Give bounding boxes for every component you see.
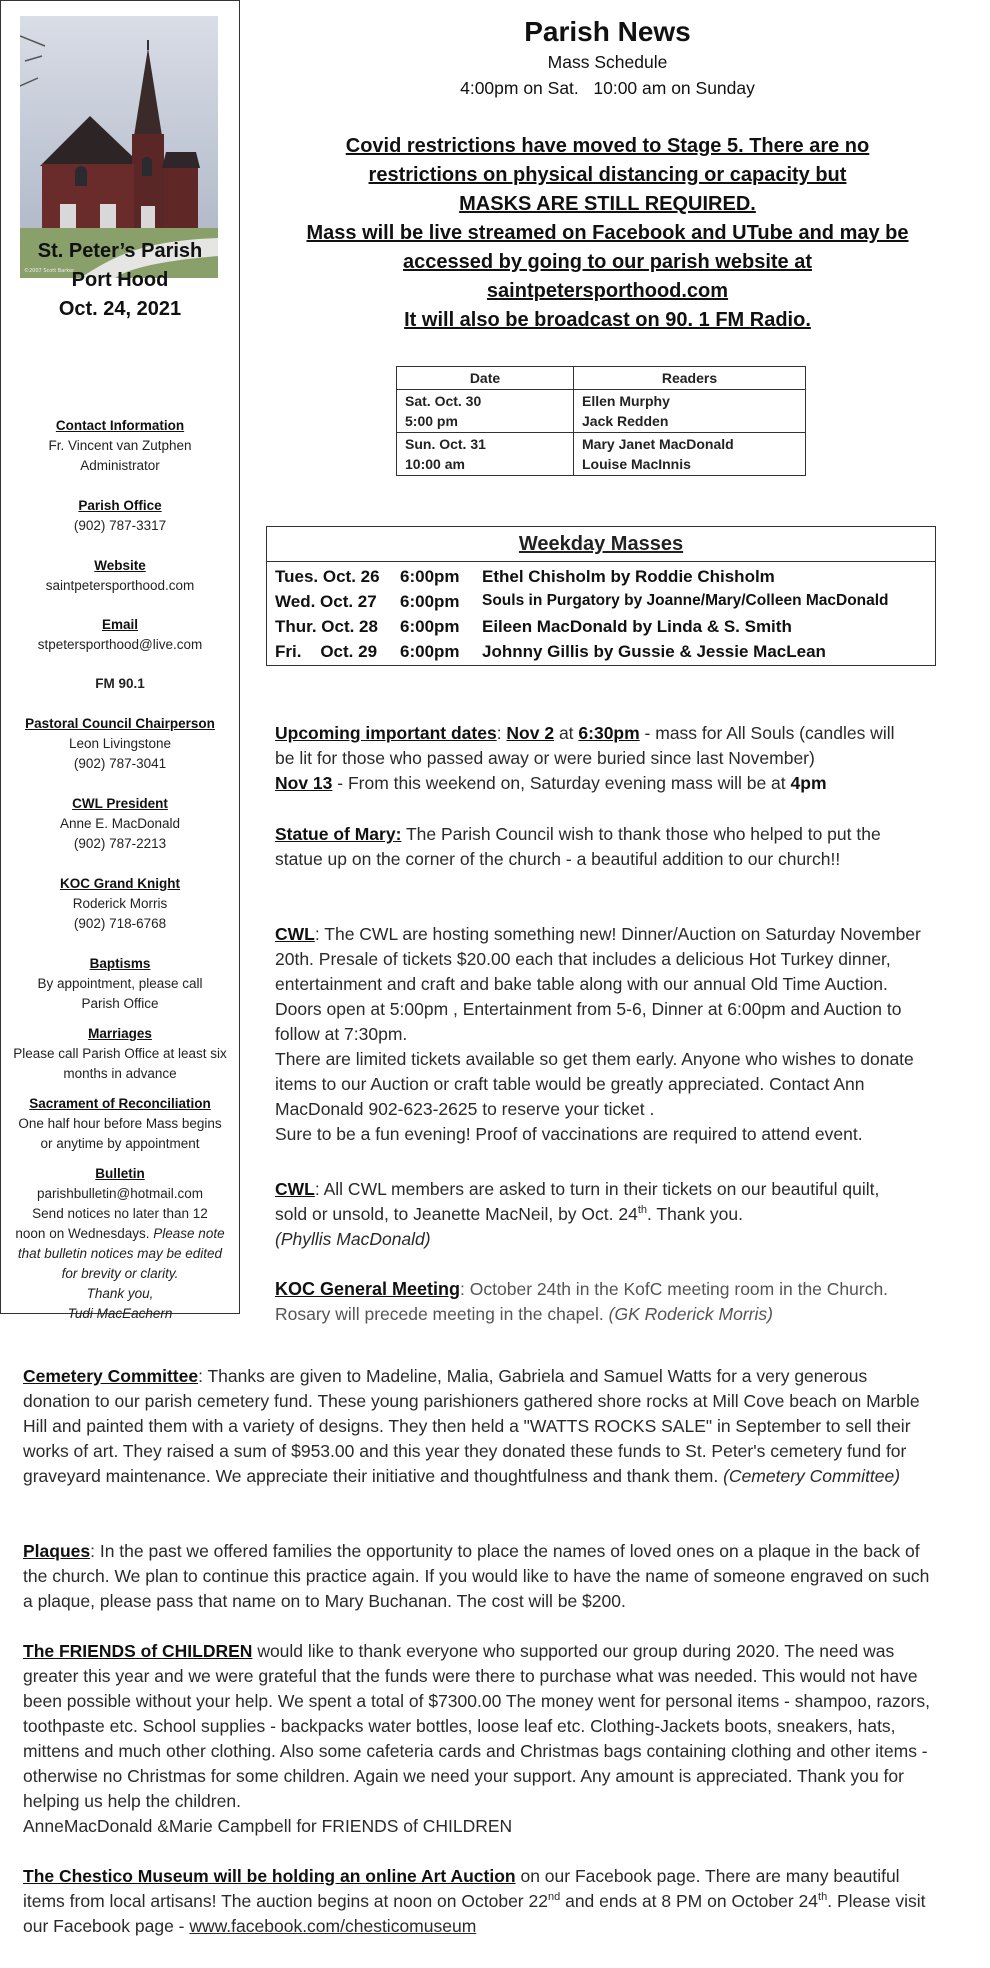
covid-line: MASKS ARE STILL REQUIRED. <box>459 193 756 215</box>
koc-meeting-notice <box>275 1277 915 1327</box>
koc-heading: KOC Grand Knight <box>60 876 180 891</box>
baptisms-heading: Baptisms <box>89 956 151 971</box>
upcoming-time-1: 6:30pm <box>578 723 640 743</box>
covid-line: restrictions on physical distancing or capacity but <box>368 164 847 186</box>
reader-date-cell <box>397 390 574 433</box>
parish-office <box>0 496 240 536</box>
mass-intention: Johnny Gillis by Gussie & Jessie MacLean <box>482 642 826 661</box>
reconciliation-line1: One half hour before Mass begins <box>18 1116 222 1131</box>
friends-heading: The FRIENDS of CHILDREN <box>23 1641 253 1661</box>
readers-cell <box>574 433 806 476</box>
weekday-masses-title <box>267 527 935 562</box>
bulletin-heading: Bulletin <box>95 1166 145 1181</box>
mass-time: 6:00pm <box>400 567 460 586</box>
cwl-quilt-heading: CWL <box>275 1179 315 1199</box>
email-block <box>0 615 240 655</box>
bulletin-email[interactable]: parishbulletin@hotmail.com <box>36 1186 204 1201</box>
table-row <box>397 390 806 433</box>
mass-schedule-times: 4:00pm on Sat. 10:00 am on Sunday <box>460 78 755 98</box>
statue-text: The Parish Council wish to thank those who helped to put the statue up on the corner of the church - a beautiful addition to our church!! <box>275 824 881 869</box>
museum-text-3: . Please visit our Facebook page - <box>23 1891 926 1936</box>
upcoming-at: at <box>554 723 579 743</box>
page-title: Parish News <box>524 16 691 47</box>
covid-website-link[interactable]: saintpetersporthood.com <box>486 280 729 302</box>
bulletin-line2 <box>0 1224 240 1244</box>
upcoming-text-2: - From this weekend on, Saturday evening mass will be at <box>332 773 791 793</box>
statue-heading: Statue of Mary: <box>275 824 402 844</box>
reconciliation-line2: or anytime by appointment <box>40 1136 200 1151</box>
bulletin-deadline: noon on Wednesdays. <box>15 1226 150 1241</box>
cemetery-signature: (Cemetery Committee) <box>723 1466 901 1486</box>
museum-text-2: and ends at 8 PM on October 24 <box>560 1891 819 1911</box>
table-header-row <box>397 367 806 390</box>
mass-intention: Souls in Purgatory by Joanne/Mary/Colleen MacDonald <box>482 592 889 609</box>
bulletin-note-line2: for brevity or clarity. <box>61 1266 179 1281</box>
cwl-dinner-heading: CWL <box>275 924 315 944</box>
mass-time: 6:00pm <box>400 592 460 611</box>
weekday-masses-box <box>266 526 936 666</box>
cwl-dinner-notice <box>275 922 925 1147</box>
bulletin-date: Oct. 24, 2021 <box>58 298 182 320</box>
bulletin-editor: Tudi MacEachern <box>67 1306 173 1321</box>
cemetery-text: : Thanks are given to Madeline, Malia, Gabriela and Samuel Watts for a very generous donation to our parish cemetery fund. These young parishioners gathered shore rocks at Mill Cove beach on Marble Hill and painted them with a variety of designs. They then held a "WATTS ROCKS SALE" in September to sell their works of art. They raised a sum of $953.00 and this year they donated these funds to St. Peter's cemetery fund for graveyard maintenance. We appreciate their initiative and thoughtfulness and thank them. <box>23 1366 920 1486</box>
upcoming-heading: Upcoming important dates <box>275 723 497 743</box>
upcoming-date-2: Nov 13 <box>275 773 333 793</box>
cemetery-heading: Cemetery Committee <box>23 1366 199 1386</box>
cwl-heading: CWL President <box>72 796 168 811</box>
cwl-quilt-sup: th <box>637 1204 648 1217</box>
upcoming-dates: Upcoming important dates: Nov 2 at 6:30pm - mass for All Souls (candles will be lit for those who passed away or were buried since last November) Nov 13 - From this weekend on, Saturday evening mass will be at 4pm <box>275 723 895 793</box>
bulletin-note-start: Please note <box>153 1226 225 1241</box>
friends-signature: AnneMacDonald &Marie Campbell for FRIENDS of CHILDREN <box>23 1816 513 1836</box>
column-header-date: Date <box>397 367 574 390</box>
parish-name: St. Peter’s Parish <box>37 240 203 262</box>
covid-line: accessed by going to our parish website at <box>403 251 812 273</box>
marriages-heading: Marriages <box>88 1026 152 1041</box>
mass-date: Wed. Oct. 27 <box>275 592 377 611</box>
covid-line: Mass will be live streamed on Facebook and UTube and may be <box>306 222 909 244</box>
bulletin-line1: Send notices no later than 12 <box>32 1206 208 1221</box>
website-block <box>0 556 240 596</box>
council-heading: Pastoral Council Chairperson <box>25 716 215 731</box>
email-heading: Email <box>101 617 139 632</box>
marriages-line2: months in advance <box>63 1066 177 1081</box>
reader-time: 5:00 pm <box>405 413 458 429</box>
covid-line: Covid restrictions have moved to Stage 5. There are no <box>345 135 870 157</box>
council-name: Leon Livingstone <box>68 736 172 751</box>
upcoming-time-2: 4pm <box>790 773 827 793</box>
cwl-phone: (902) 787-2213 <box>73 836 167 851</box>
bulletin-block <box>0 1164 240 1324</box>
bulletin-thanks: Thank you, <box>86 1286 154 1301</box>
plaques-notice <box>23 1539 938 1614</box>
cwl-quilt-notice <box>275 1177 915 1252</box>
cwl-quilt-text-2: . Thank you. <box>647 1204 744 1224</box>
reader-date-cell <box>397 433 574 476</box>
reconciliation <box>0 1094 240 1154</box>
mass-date: Thur. Oct. 28 <box>275 617 378 636</box>
koc-meeting-heading: KOC General Meeting <box>275 1279 461 1299</box>
mass-schedule-heading: Mass Schedule <box>547 52 668 72</box>
office-heading: Parish Office <box>78 498 162 513</box>
sidebar <box>0 0 240 1321</box>
statue-notice <box>275 822 915 872</box>
cwl-dinner-text-2: There are limited tickets available so get them early. Anyone who wishes to donate items to our Auction or craft table would be greatly appreciated. Contact Ann MacDonald 902-623-2625 to reserve your ticket . <box>275 1049 914 1119</box>
friends-of-children-notice <box>23 1639 938 1839</box>
reader-name: Mary Janet MacDonald <box>582 436 734 452</box>
covid-notice <box>265 132 950 335</box>
museum-sup-1: nd <box>547 1891 561 1904</box>
reader-date: Sun. Oct. 31 <box>405 436 486 452</box>
plaques-heading: Plaques <box>23 1541 91 1561</box>
council-phone: (902) 787-3041 <box>73 756 167 771</box>
koc-meeting-signature: (GK Roderick Morris) <box>608 1304 773 1324</box>
photo-caption: ©2007 Scott Barker <box>24 268 75 274</box>
mass-date: Fri. Oct. 29 <box>275 642 378 661</box>
cwl-name: Anne E. MacDonald <box>59 816 181 831</box>
covid-line: It will also be broadcast on 90. 1 FM Radio. <box>404 309 811 331</box>
baptisms-line1: By appointment, please call <box>37 976 203 991</box>
mass-time: 6:00pm <box>400 617 460 636</box>
koc-meeting-text: : October 24th in the KofC meeting room in the Church. Rosary will precede meeting in the chapel. <box>275 1279 889 1324</box>
koc-phone: (902) 718-6768 <box>73 916 167 931</box>
cwl-quilt-signature: (Phyllis MacDonald) <box>275 1229 431 1249</box>
email-link[interactable]: stpetersporthood@live.com <box>37 637 203 652</box>
cwl-dinner-text-1: : The CWL are hosting something new! Dinner/Auction on Saturday November 20th. Presale of tickets $20.00 each that includes a delicious Hot Turkey dinner, entertainment and craft and bake table along with our annual Old Time Auction. Doors open at 5:00pm , Entertainment from 5-6, Dinner at 6:00pm and Auction to follow at 7:30pm. <box>275 924 921 1044</box>
radio-frequency: FM 90.1 <box>95 676 145 691</box>
friends-text: would like to thank everyone who supported our group during 2020. The need was greater this year and we were grateful that the funds were there to purchase what was needed. This would not have been possible without your help. We spent a total of $7300.00 The money went for personal items - shampoo, razors, toothpaste etc. School supplies - backpacks water bottles, loose leaf etc. Clothing-Jackets boots, sneakers, hats, mittens and much other clothing. Also some cafeteria cards and Christmas bags containing clothing and other items - otherwise no Christmas for some children. Again we need your support. Any amount is appreciated. Thank you for helping us help the children. <box>23 1641 930 1811</box>
readers-table <box>396 366 806 476</box>
reader-name: Jack Redden <box>582 413 669 429</box>
table-row <box>397 433 806 476</box>
cemetery-notice <box>23 1364 938 1489</box>
cwl-president <box>0 794 240 854</box>
chestico-museum-notice <box>23 1864 938 1939</box>
bulletin-note-line1: that bulletin notices may be edited <box>17 1246 223 1261</box>
contact-name: Fr. Vincent van Zutphen <box>48 438 192 453</box>
museum-sup-2: th <box>818 1891 828 1904</box>
koc-name: Roderick Morris <box>72 896 168 911</box>
contact-role: Administrator <box>80 458 160 473</box>
contact-heading: Contact Information <box>55 418 185 433</box>
office-phone: (902) 787-3317 <box>73 518 167 533</box>
mass-intention: Ethel Chisholm by Roddie Chisholm <box>482 567 775 586</box>
weekday-title-text: Weekday Masses <box>518 533 684 555</box>
baptisms <box>0 954 240 1014</box>
church-photo <box>20 16 218 278</box>
mass-date: Tues. Oct. 26 <box>275 567 380 586</box>
museum-text-1: on our Facebook page. There are many beautiful items from local artisans! The auction begins at noon on October 22 <box>23 1866 900 1911</box>
koc-grand-knight <box>0 874 240 934</box>
contact-info <box>0 416 240 476</box>
cwl-quilt-text-1: : All CWL members are asked to turn in their tickets on our beautiful quilt, sold or unsold, to Jeanette MacNeil, by Oct. 24 <box>275 1179 880 1224</box>
cwl-dinner-text-3: Sure to be a fun evening! Proof of vaccinations are required to attend event. <box>275 1124 863 1144</box>
marriages <box>0 1024 240 1084</box>
reader-time: 10:00 am <box>405 456 465 472</box>
upcoming-text-1: - mass for All Souls (candles will be lit for those who passed away or were buried since last November) <box>275 723 895 768</box>
mass-intention: Eileen MacDonald by Linda & S. Smith <box>482 617 792 636</box>
marriages-line1: Please call Parish Office at least six <box>13 1046 227 1061</box>
upcoming-date-1: Nov 2 <box>506 723 555 743</box>
baptisms-line2: Parish Office <box>81 996 159 1011</box>
museum-heading: The Chestico Museum will be holding an online Art Auction <box>23 1866 516 1886</box>
column-header-readers: Readers <box>574 367 806 390</box>
readers-cell <box>574 390 806 433</box>
mass-time: 6:00pm <box>400 642 460 661</box>
church-image <box>20 16 218 278</box>
reader-name: Louise MacInnis <box>582 456 691 472</box>
parish-location: Port Hood <box>71 269 169 291</box>
reconciliation-heading: Sacrament of Reconciliation <box>29 1096 211 1111</box>
website-heading: Website <box>94 558 146 573</box>
museum-facebook-link[interactable]: www.facebook.com/chesticomuseum <box>189 1916 477 1936</box>
reader-date: Sat. Oct. 30 <box>405 393 482 409</box>
pastoral-council <box>0 714 240 774</box>
plaques-text: : In the past we offered families the opportunity to place the names of loved ones on a plaque in the back of the church. We plan to continue this practice again. If you would like to have the name of someone engraved on such a plaque, please pass that name on to Mary Buchanan. The cost will be $200. <box>23 1541 930 1611</box>
website-link[interactable]: saintpetersporthood.com <box>45 578 195 593</box>
reader-name: Ellen Murphy <box>582 393 670 409</box>
